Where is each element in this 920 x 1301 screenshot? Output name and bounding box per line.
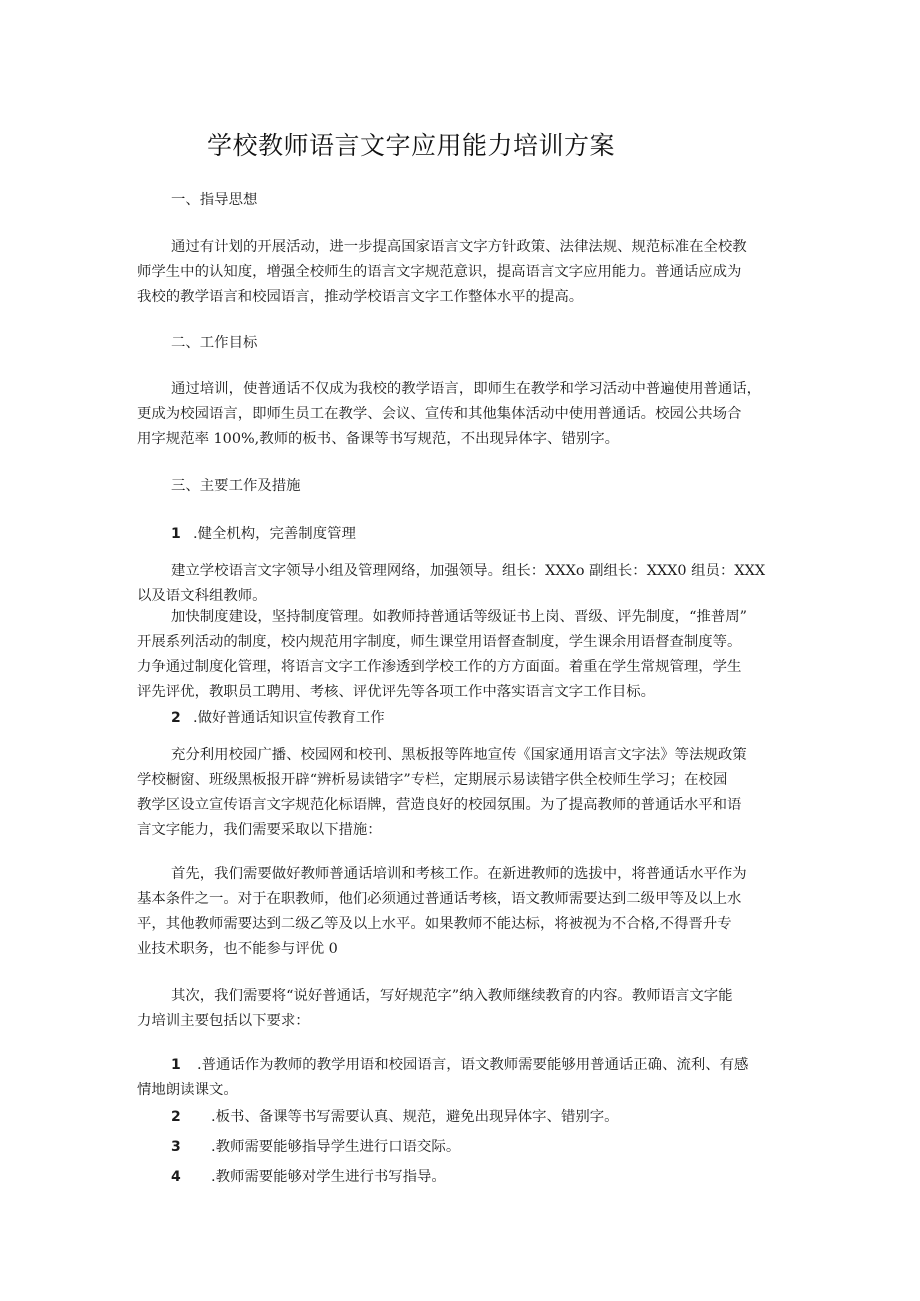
list-number: 3 [171,1139,181,1155]
paragraph-line: 力争通过制度化管理，将语言文字工作渗透到学校工作的方方面面。着重在学生常规管理，学生 [137,659,742,675]
list-text: .教师需要能够对学生进行书写指导。 [211,1169,446,1185]
paragraph-line: 首先，我们需要做好教师普通话培训和考核工作。在新进教师的选拔中，将普通话水平作为 [171,866,747,882]
list-text: .普通话作为教师的教学用语和校园语言，语文教师需要能够用普通话正确、流利、有感 [197,1057,749,1073]
section-heading-3: 三、主要工作及措施 [171,478,301,494]
paragraph-line: 加快制度建设，坚持制度管理。如教师持普通话等级证书上岗、晋级、评先制度，“推普周” [171,609,747,625]
paragraph-line: 基本条件之一。对于在职教师，他们必须通过普通话考核，语文教师需要达到二级甲等及以上水 [137,891,742,907]
paragraph-line: 师学生中的认知度，增强全校师生的语言文字规范意识，提高语言文字应用能力。普通话应成为 [137,264,742,280]
requirement-2 [171,1107,619,1127]
requirement-1 [171,1055,748,1075]
paragraph-line: 我校的教学语言和校园语言，推动学校语言文字工作整体水平的提高。 [137,289,584,305]
paragraph-line: 评先评优，教职员工聘用、考核、评优评先等各项工作中落实语言文字工作目标。 [137,684,656,700]
paragraph-line: 业技术职务，也不能参与评优 0 [137,941,338,957]
list-item-1 [171,524,356,544]
paragraph-line: 通过培训，使普通话不仅成为我校的教学语言，即师生在教学和学习活动中普遍使用普通话， [171,381,762,397]
paragraph-line: 开展系列活动的制度，校内规范用字制度，师生课堂用语督查制度，学生课余用语督查制度等。 [137,634,742,650]
paragraph-line: 其次，我们需要将“说好普通话，写好规范字”纳入教师继续教育的内容。教师语言文字能 [171,988,733,1004]
list-item-2 [171,708,385,728]
requirement-4 [171,1167,446,1187]
list-text: .教师需要能够指导学生进行口语交际。 [211,1139,461,1155]
paragraph-line: 言文字能力，我们需要采取以下措施： [137,822,382,838]
list-number: 4 [171,1169,181,1185]
paragraph-line: 学校橱窗、班级黑板报开辟“辨析易读错字”专栏，定期展示易读错字供全校师生学习；在校园 [137,772,728,788]
paragraph-line: 以及语文科组教师。 [137,588,267,604]
list-text: .做好普通话知识宣传教育工作 [193,710,385,726]
paragraph-line: 通过有计划的开展活动，进一步提高国家语言文字方针政策、法律法规、规范标准在全校教 [171,239,747,255]
list-number: 1 [171,1057,181,1073]
section-heading-1: 一、指导思想 [171,192,258,208]
paragraph-line: 力培训主要包括以下要求： [137,1013,310,1029]
paragraph-line: 建立学校语言文字领导小组及管理网络，加强领导。组长：XXXo 副组长：XXX0 组员：XXX [171,563,766,579]
paragraph-line: 充分利用校园广播、校园网和校刊、黑板报等阵地宣传《国家通用语言文字法》等法规政策 [171,747,747,763]
section-heading-2: 二、工作目标 [171,335,258,351]
list-number: 1 [171,526,181,542]
document-title: 学校教师语言文字应用能力培训方案 [207,131,616,160]
paragraph-line: 更成为校园语言，即师生员工在教学、会议、宣传和其他集体活动中使用普通话。校园公共场合 [137,406,742,422]
paragraph-line: 用字规范率 100%,教师的板书、备课等书写规范，不出现异体字、错别字。 [137,431,620,447]
paragraph-line: 平，其他教师需要达到二级乙等及以上水平。如果教师不能达标，将被视为不合格,不得晋升专 [137,916,732,932]
list-number: 2 [171,1109,181,1125]
paragraph-line: 教学区设立宣传语言文字规范化标语牌，营造良好的校园氛围。为了提高教师的普通话水平和语 [137,797,742,813]
list-text: .板书、备课等书写需要认真、规范，避免出现异体字、错别字。 [211,1109,619,1125]
requirement-3 [171,1137,460,1157]
paragraph-line: 情地朗读课文。 [137,1082,238,1098]
list-text: .健全机构，完善制度管理 [193,526,356,542]
list-number: 2 [171,710,181,726]
